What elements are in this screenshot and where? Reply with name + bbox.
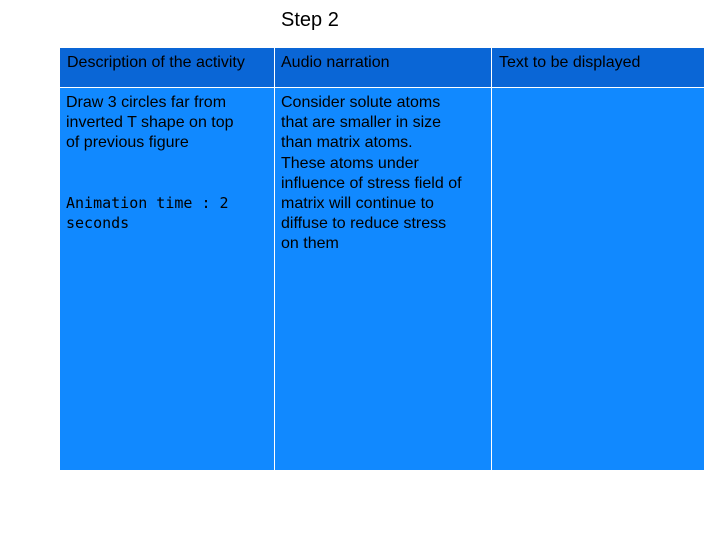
header-description: Description of the activity [67, 54, 245, 71]
audio-line: These atoms under [281, 154, 419, 172]
audio-line: influence of stress field of [281, 174, 462, 192]
animation-time-note [66, 193, 266, 233]
description-cell [66, 93, 266, 154]
audio-line: that are smaller in size [281, 114, 442, 132]
header-text-displayed: Text to be displayed [499, 54, 641, 71]
column-divider-2 [491, 48, 492, 472]
animation-time-line: Animation time : 2 [66, 194, 229, 212]
audio-line: diffuse to reduce stress [281, 215, 447, 233]
audio-line: matrix will continue to [281, 195, 434, 213]
description-line: inverted T shape on top [66, 114, 234, 132]
column-divider-1 [274, 48, 275, 472]
description-line: Draw 3 circles far from [66, 94, 227, 111]
description-line: of previous figure [66, 134, 189, 152]
audio-line: Consider solute atoms [281, 94, 441, 111]
row-divider [60, 87, 704, 88]
audio-line: than matrix atoms. [281, 134, 413, 152]
audio-narration-cell [281, 93, 491, 255]
step-title: Step 2 [281, 9, 339, 31]
header-audio-narration: Audio narration [281, 54, 390, 71]
audio-line: on them [281, 235, 339, 253]
animation-time-line: seconds [66, 214, 130, 232]
storyboard-table [60, 48, 704, 472]
